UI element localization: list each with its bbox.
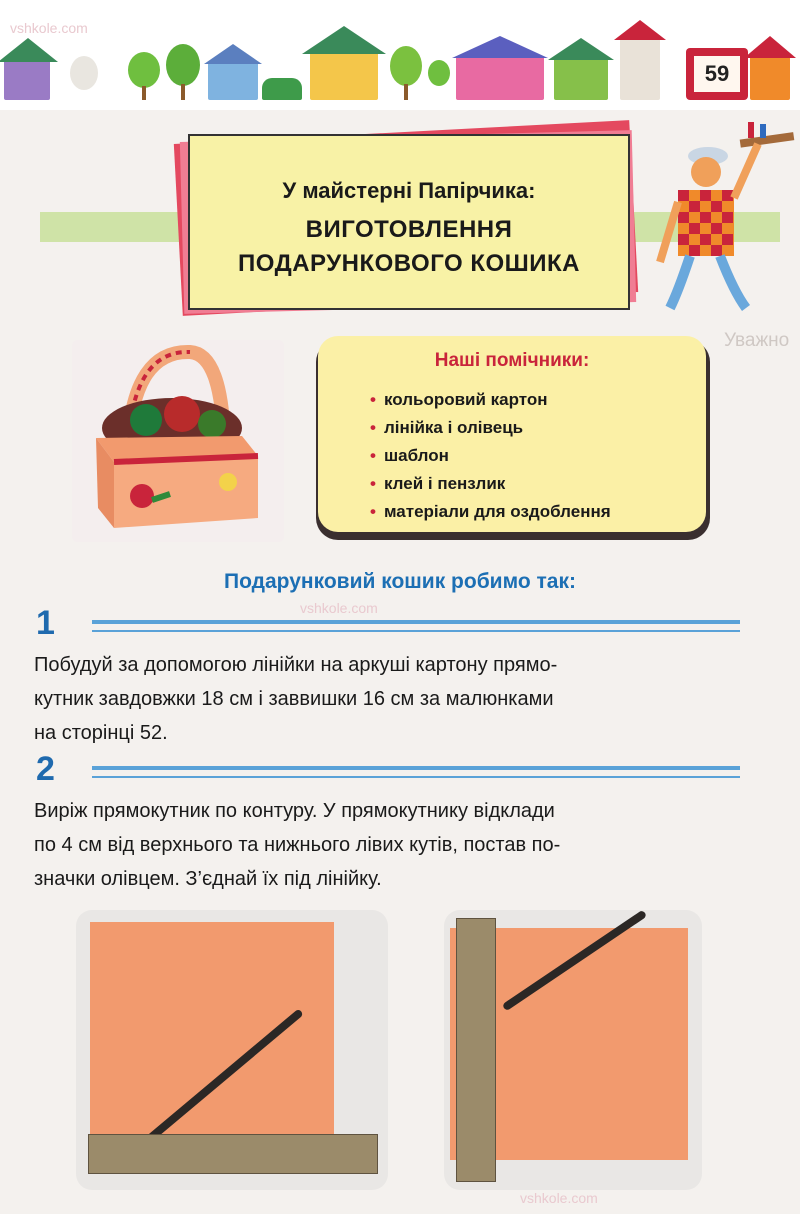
bullet-icon: • [370,418,376,437]
step-divider [92,620,740,624]
text-line: по 4 см від верхнього та нижнього лівих кутів, постав по- [34,834,561,856]
bullet-icon: • [370,390,376,409]
bullet-icon: • [370,446,376,465]
step-number: 2 [36,750,55,788]
helpers-box [318,336,706,532]
helper-item-label: лінійка і олівець [383,418,524,437]
text-line: значки олівцем. З’єднай їх під лінійку. [34,868,382,890]
list-item [370,442,611,470]
page-title-continued: ПОДАРУНКОВОГО КОШИКА [238,250,580,277]
papirchyk-mascot-illustration [648,122,798,322]
list-item [370,498,611,526]
title-subheading: У майстерні Папірчика: [282,178,536,203]
watermark: vshkole.com [520,1190,598,1206]
title-card [188,134,630,310]
watermark: vshkole.com [10,20,88,36]
bullet-icon: • [370,502,376,521]
cardboard-rectangle [90,922,334,1154]
text-line: Побудуй за допомогою лінійки на аркуші картону прямо- [34,654,558,676]
text-line: кутник завдовжки 18 см і заввишки 16 см за малюнками [34,688,554,710]
ruler [456,918,496,1182]
page-number: 59 [694,56,740,92]
step-divider [92,776,740,778]
watermark: vshkole.com [300,600,378,616]
steps-heading: Подарунковий кошик робимо так: [224,570,576,593]
step-number: 1 [36,604,55,642]
list-item [370,414,611,442]
page-number-badge [686,48,748,100]
step-instruction [34,648,557,750]
helper-item-label: шаблон [383,446,449,465]
helper-item-label: кольоровий картон [383,390,548,409]
gift-basket-photo [72,340,284,542]
page-title: ВИГОТОВЛЕННЯ [305,216,513,243]
list-item [370,386,611,414]
helpers-list [370,386,611,526]
helpers-title: Наші помічники: [434,350,590,371]
text-line: на сторінці 52. [34,722,168,744]
text-line: Виріж прямокутник по контуру. У прямокутнику відклади [34,800,555,822]
step-photo-2 [444,910,702,1190]
step-divider [92,766,740,770]
header-illustration [0,0,800,110]
bullet-icon: • [370,474,376,493]
step-divider [92,630,740,632]
bleed-through-text: Уважно [724,330,790,351]
ruler [88,1134,378,1174]
helper-item-label: матеріали для оздоблення [383,502,611,521]
helper-item-label: клей і пензлик [383,474,506,493]
step-instruction [34,794,560,896]
step-photo-1 [76,910,388,1190]
list-item [370,470,611,498]
